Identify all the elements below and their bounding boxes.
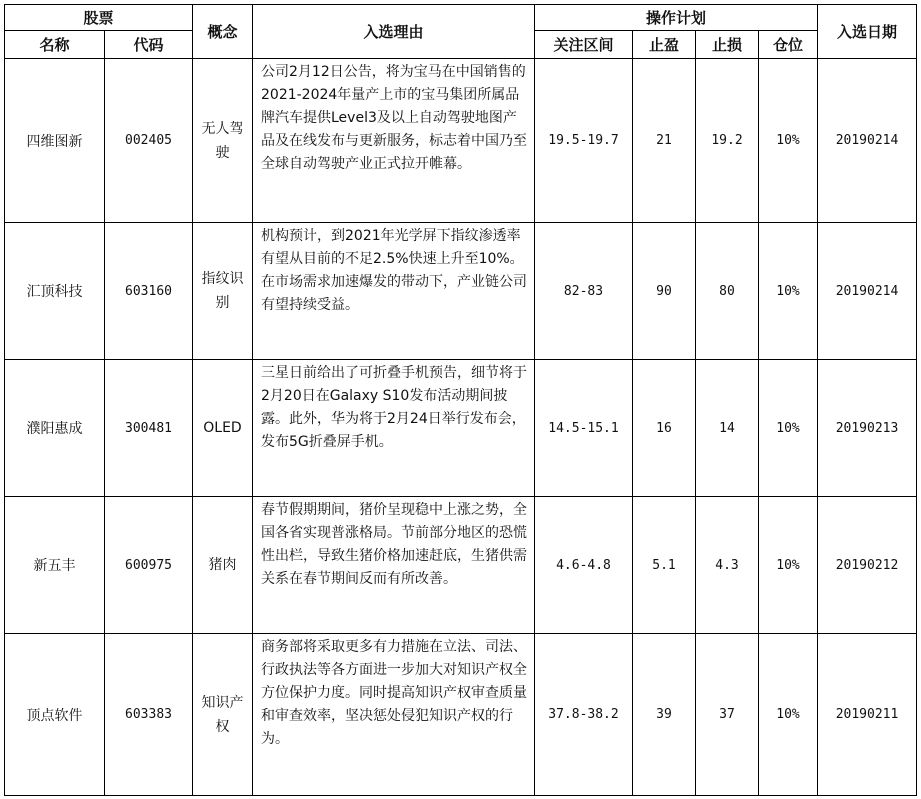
- pick-date: 20190213: [818, 360, 917, 497]
- header-plan-group: 操作计划: [535, 5, 818, 31]
- watch-range: 4.6-4.8: [535, 497, 633, 634]
- table-row: [5, 497, 917, 634]
- table-row: [5, 59, 917, 223]
- pick-date: 20190214: [818, 223, 917, 360]
- table-row: [5, 223, 917, 360]
- position: 10%: [759, 59, 818, 223]
- header-watch-range: 关注区间: [535, 31, 633, 59]
- reason: 机构预计，到2021年光学屏下指纹渗透率有望从目前的不足2.5%快速上升至10%。在市场需求加速爆发的带动下，产业链公司有望持续受益。: [253, 223, 535, 360]
- stock-name: 顶点软件: [5, 634, 105, 796]
- concept: 无人驾驶: [193, 59, 253, 223]
- take-profit: 16: [633, 360, 696, 497]
- stop-loss: 19.2: [696, 59, 759, 223]
- watch-range: 14.5-15.1: [535, 360, 633, 497]
- stock-name: 濮阳惠成: [5, 360, 105, 497]
- concept: 知识产权: [193, 634, 253, 796]
- pick-date: 20190211: [818, 634, 917, 796]
- reason: 商务部将采取更多有力措施在立法、司法、行政执法等各方面进一步加大对知识产权全方位保护力度。同时提高知识产权审查质量和审查效率，坚决惩处侵犯知识产权的行为。: [253, 634, 535, 796]
- watch-range: 19.5-19.7: [535, 59, 633, 223]
- take-profit: 39: [633, 634, 696, 796]
- header-name: 名称: [5, 31, 105, 59]
- stock-name: 四维图新: [5, 59, 105, 223]
- header-date: 入选日期: [818, 5, 917, 59]
- take-profit: 90: [633, 223, 696, 360]
- concept: 猪肉: [193, 497, 253, 634]
- reason: 春节假期期间，猪价呈现稳中上涨之势，全国各省实现普涨格局。节前部分地区的恐慌性出栏，导致生猪价格加速赶底，生猪供需关系在春节期间反而有所改善。: [253, 497, 535, 634]
- stock-code: 600975: [105, 497, 193, 634]
- position: 10%: [759, 634, 818, 796]
- stock-code: 603383: [105, 634, 193, 796]
- stock-name: 新五丰: [5, 497, 105, 634]
- header-stop-loss: 止损: [696, 31, 759, 59]
- reason: 公司2月12日公告，将为宝马在中国销售的2021-2024年量产上市的宝马集团所属品牌汽车提供Level3及以上自动驾驶地图产品及在线发布与更新服务，标志着中国乃至全球自动驾驶产业正式拉开帷幕。: [253, 59, 535, 223]
- concept: 指纹识别: [193, 223, 253, 360]
- pick-date: 20190212: [818, 497, 917, 634]
- pick-date: 20190214: [818, 59, 917, 223]
- stock-code: 603160: [105, 223, 193, 360]
- position: 10%: [759, 497, 818, 634]
- take-profit: 5.1: [633, 497, 696, 634]
- watch-range: 82-83: [535, 223, 633, 360]
- stock-picks-table: [4, 4, 917, 796]
- position: 10%: [759, 360, 818, 497]
- position: 10%: [759, 223, 818, 360]
- header-stock-group: 股票: [5, 5, 193, 31]
- header-code: 代码: [105, 31, 193, 59]
- stock-name: 汇顶科技: [5, 223, 105, 360]
- header-concept: 概念: [193, 5, 253, 59]
- stop-loss: 4.3: [696, 497, 759, 634]
- reason: 三星日前给出了可折叠手机预告，细节将于2月20日在Galaxy S10发布活动期间披露。此外，华为将于2月24日举行发布会，发布5G折叠屏手机。: [253, 360, 535, 497]
- table-row: [5, 360, 917, 497]
- stop-loss: 14: [696, 360, 759, 497]
- watch-range: 37.8-38.2: [535, 634, 633, 796]
- take-profit: 21: [633, 59, 696, 223]
- concept: OLED: [193, 360, 253, 497]
- header-take-profit: 止盈: [633, 31, 696, 59]
- header-row-top: [5, 5, 917, 31]
- stop-loss: 80: [696, 223, 759, 360]
- stock-code: 300481: [105, 360, 193, 497]
- header-reason: 入选理由: [253, 5, 535, 59]
- header-position: 仓位: [759, 31, 818, 59]
- stock-code: 002405: [105, 59, 193, 223]
- stop-loss: 37: [696, 634, 759, 796]
- table-row: [5, 634, 917, 796]
